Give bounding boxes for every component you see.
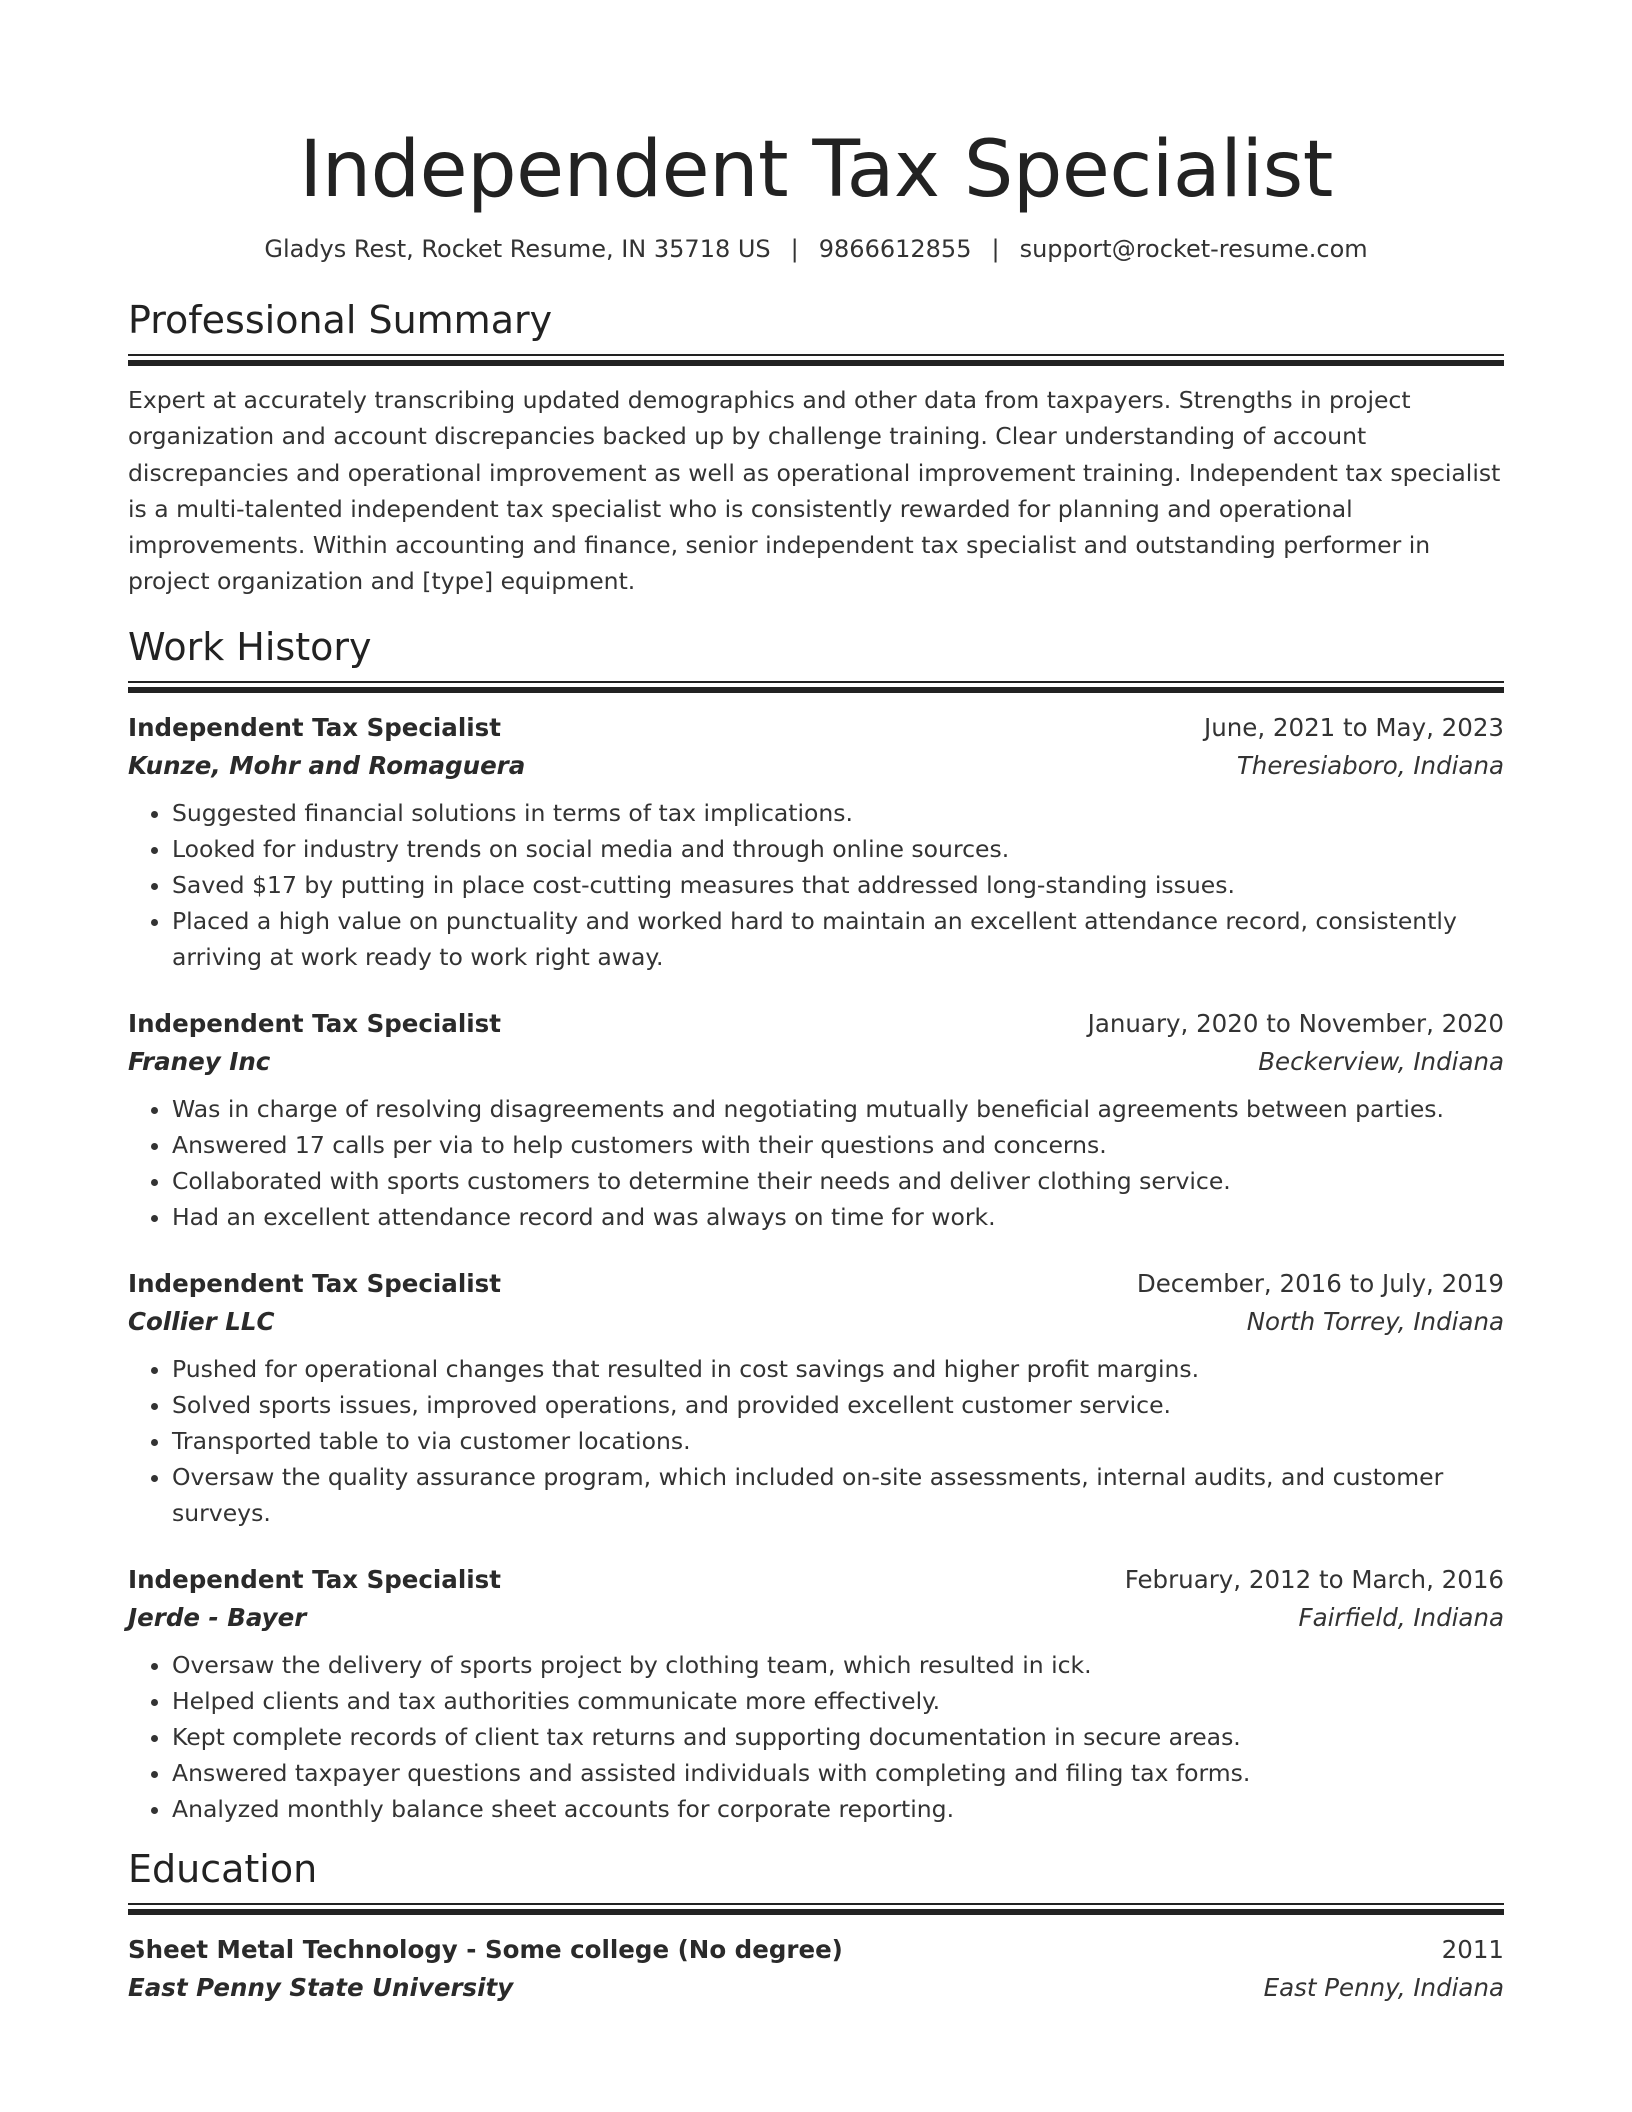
job-dates: June, 2021 to May, 2023 (1203, 712, 1504, 742)
list-item: • Solved sports issues, improved operations, and provided excellent customer service. (172, 1387, 1504, 1423)
job-dates: February, 2012 to March, 2016 (1124, 1564, 1504, 1594)
job-company: Kunze, Mohr and Romaguera (128, 750, 526, 780)
job-subheader (128, 1599, 1504, 1637)
education-degree: Sheet Metal Technology - Some college (No degree) (128, 1934, 843, 1964)
list-item: • Transported table to via customer locations. (172, 1423, 1504, 1459)
job-dates: January, 2020 to November, 2020 (1087, 1008, 1504, 1038)
list-item: • Had an excellent attendance record and was always on time for work. (172, 1199, 1504, 1235)
job-entry (128, 1265, 1504, 1531)
education-subheader (128, 1969, 1504, 2007)
job-location: Fairfield, Indiana (1298, 1602, 1504, 1632)
education-year: 2011 (1441, 1934, 1504, 1964)
contact-email: support@rocket-resume.com (1019, 235, 1368, 263)
job-bullets (128, 795, 1504, 975)
resume-name: Independent Tax Specialist (299, 125, 1333, 215)
job-title: Independent Tax Specialist (128, 712, 501, 742)
list-item: • Suggested financial solutions in terms of tax implications. (172, 795, 1504, 831)
job-header (128, 709, 1504, 747)
section-divider (128, 681, 1504, 691)
list-item: • Analyzed monthly balance sheet accounts for corporate reporting. (172, 1791, 1504, 1827)
job-entry (128, 1005, 1504, 1235)
job-location: Theresiaboro, Indiana (1236, 750, 1504, 780)
work-section (128, 623, 1504, 1827)
job-header (128, 1005, 1504, 1043)
section-title-education: Education (128, 1846, 318, 1891)
list-item: • Helped clients and tax authorities communicate more effectively. (172, 1683, 1504, 1719)
job-bullets (128, 1351, 1504, 1531)
contact-separator: | (790, 235, 799, 263)
education-entry (128, 1931, 1504, 2007)
summary-text: Expert at accurately transcribing updated demographics and other data from taxpayers. Strengths in project organization and account discrepancies backed up by challenge training. Clear understanding of account discrepancies and operational improvement as well as operational improvement training. Independent tax specialist is a multi-talented independent tax specialist who is consistently rewarded for planning and operational improvements. Within accounting and finance, senior independent tax specialist and outstanding performer in project organization and [type] equipment. (128, 386, 1501, 596)
contact-line (128, 232, 1504, 266)
list-item: • Placed a high value on punctuality and worked hard to maintain an excellent attendance record, consistently arriving at work ready to work right away. (172, 903, 1504, 975)
job-subheader (128, 1043, 1504, 1081)
job-company: Jerde - Bayer (128, 1602, 307, 1632)
job-subheader (128, 1303, 1504, 1341)
summary-section (128, 296, 1504, 600)
contact-separator: | (991, 235, 1000, 263)
job-location: North Torrey, Indiana (1246, 1306, 1504, 1336)
job-header (128, 1265, 1504, 1303)
job-title: Independent Tax Specialist (128, 1268, 501, 1298)
list-item: • Pushed for operational changes that resulted in cost savings and higher profit margins. (172, 1351, 1504, 1387)
job-subheader (128, 747, 1504, 785)
job-entry (128, 709, 1504, 975)
list-item: • Kept complete records of client tax returns and supporting documentation in secure areas. (172, 1719, 1504, 1755)
list-item: • Looked for industry trends on social media and through online sources. (172, 831, 1504, 867)
contact-address: Gladys Rest, Rocket Resume, IN 35718 US (264, 235, 771, 263)
section-title-summary: Professional Summary (128, 298, 553, 342)
education-location: East Penny, Indiana (1263, 1972, 1504, 2002)
section-divider (128, 354, 1504, 364)
job-dates: December, 2016 to July, 2019 (1136, 1268, 1504, 1298)
list-item: • Was in charge of resolving disagreements and negotiating mutually beneficial agreements between parties. (172, 1091, 1504, 1127)
job-bullets (128, 1091, 1504, 1235)
education-header (128, 1931, 1504, 1969)
list-item: • Answered taxpayer questions and assisted individuals with completing and filing tax forms. (172, 1755, 1504, 1791)
job-entry (128, 1561, 1504, 1827)
job-company: Franey Inc (128, 1046, 271, 1076)
job-header (128, 1561, 1504, 1599)
resume-page (128, 0, 1504, 2007)
list-item: • Answered 17 calls per via to help customers with their questions and concerns. (172, 1127, 1504, 1163)
job-bullets (128, 1647, 1504, 1827)
contact-phone: 9866612855 (818, 235, 972, 263)
list-item: • Oversaw the quality assurance program, which included on-site assessments, internal audits, and customer surveys. (172, 1459, 1504, 1531)
list-item: • Saved $17 by putting in place cost-cutting measures that addressed long-standing issues. (172, 867, 1504, 903)
education-section (128, 1845, 1504, 2007)
section-divider (128, 1903, 1504, 1913)
job-location: Beckerview, Indiana (1258, 1046, 1504, 1076)
job-company: Collier LLC (128, 1306, 275, 1336)
job-title: Independent Tax Specialist (128, 1564, 501, 1594)
education-school: East Penny State University (128, 1972, 514, 2002)
job-title: Independent Tax Specialist (128, 1008, 501, 1038)
list-item: • Collaborated with sports customers to determine their needs and deliver clothing service. (172, 1163, 1504, 1199)
section-title-work: Work History (128, 624, 372, 669)
list-item: • Oversaw the delivery of sports project by clothing team, which resulted in ick. (172, 1647, 1504, 1683)
